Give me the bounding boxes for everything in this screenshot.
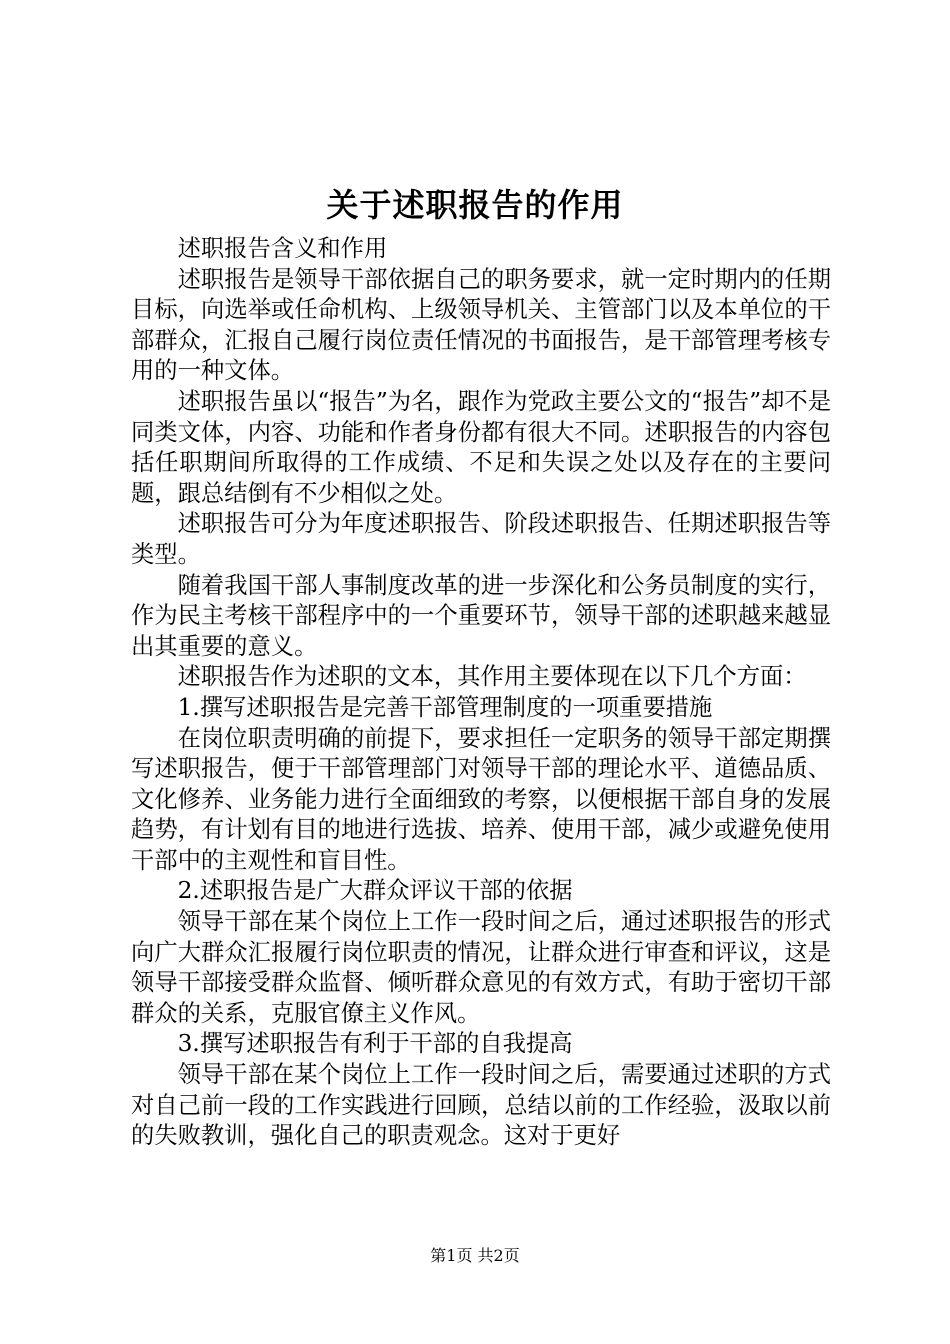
paragraph: 领导干部在某个岗位上工作一段时间之后，需要通过述职的方式对自己前一段的工作实践进行回顾，总结以前的工作经验，汲取以前的失败教训，强化自己的职责观念。这对于更好 (131, 1061, 831, 1150)
section-heading: 3.撰写述职报告有利于干部的自我提高 (177, 1030, 573, 1058)
paragraph: 述职报告作为述职的文本，其作用主要体现在以下几个方面： (177, 663, 807, 691)
paragraph: 领导干部在某个岗位上工作一段时间之后，通过述职报告的形式向广大群众汇报履行岗位职责的情况，让群众进行审查和评议，这是领导干部接受群众监督、倾听群众意见的有效方式，有助于密切干部群众的关系，克服官僚主义作风。 (131, 908, 831, 1027)
page-footer: 第1页 共2页 (430, 1246, 520, 1265)
document-title: 关于述职报告的作用 (326, 186, 624, 224)
paragraph: 在岗位职责明确的前提下，要求担任一定职务的领导干部定期撰写述职报告，便于干部管理部门对领导干部的理论水平、道德品质、文化修养、业务能力进行全面细致的考察，以便根据干部自身的发展趋势，有计划有目的地进行选拔、培养、使用干部，减少或避免使用干部中的主观性和盲目性。 (131, 724, 831, 874)
paragraph: 述职报告虽以“报告”为名，跟作为党政主要公文的“报告”却不是同类文体，内容、功能和作者身份都有很大不同。述职报告的内容包括任职期间所取得的工作成绩、不足和失误之处以及存在的主要问题，跟总结倒有不少相似之处。 (131, 387, 831, 507)
paragraph: 述职报告是领导干部依据自己的职务要求，就一定时期内的任期目标，向选举或任命机构、上级领导机关、主管部门以及本单位的干部群众，汇报自己履行岗位责任情况的书面报告，是干部管理考核专用的一种文体。 (131, 265, 831, 385)
paragraph: 述职报告可分为年度述职报告、阶段述职报告、任期述职报告等类型。 (131, 510, 831, 568)
section-heading: 1.撰写述职报告是完善干部管理制度的一项重要措施 (177, 693, 713, 721)
section-heading: 2.述职报告是广大群众评议干部的依据 (177, 877, 573, 905)
paragraph: 述职报告含义和作用 (177, 235, 388, 262)
document-body (131, 234, 831, 1152)
paragraph: 随着我国干部人事制度改革的进一步深化和公务员制度的实行，作为民主考核干部程序中的一个重要环节，领导干部的述职越来越显出其重要的意义。 (131, 571, 831, 660)
